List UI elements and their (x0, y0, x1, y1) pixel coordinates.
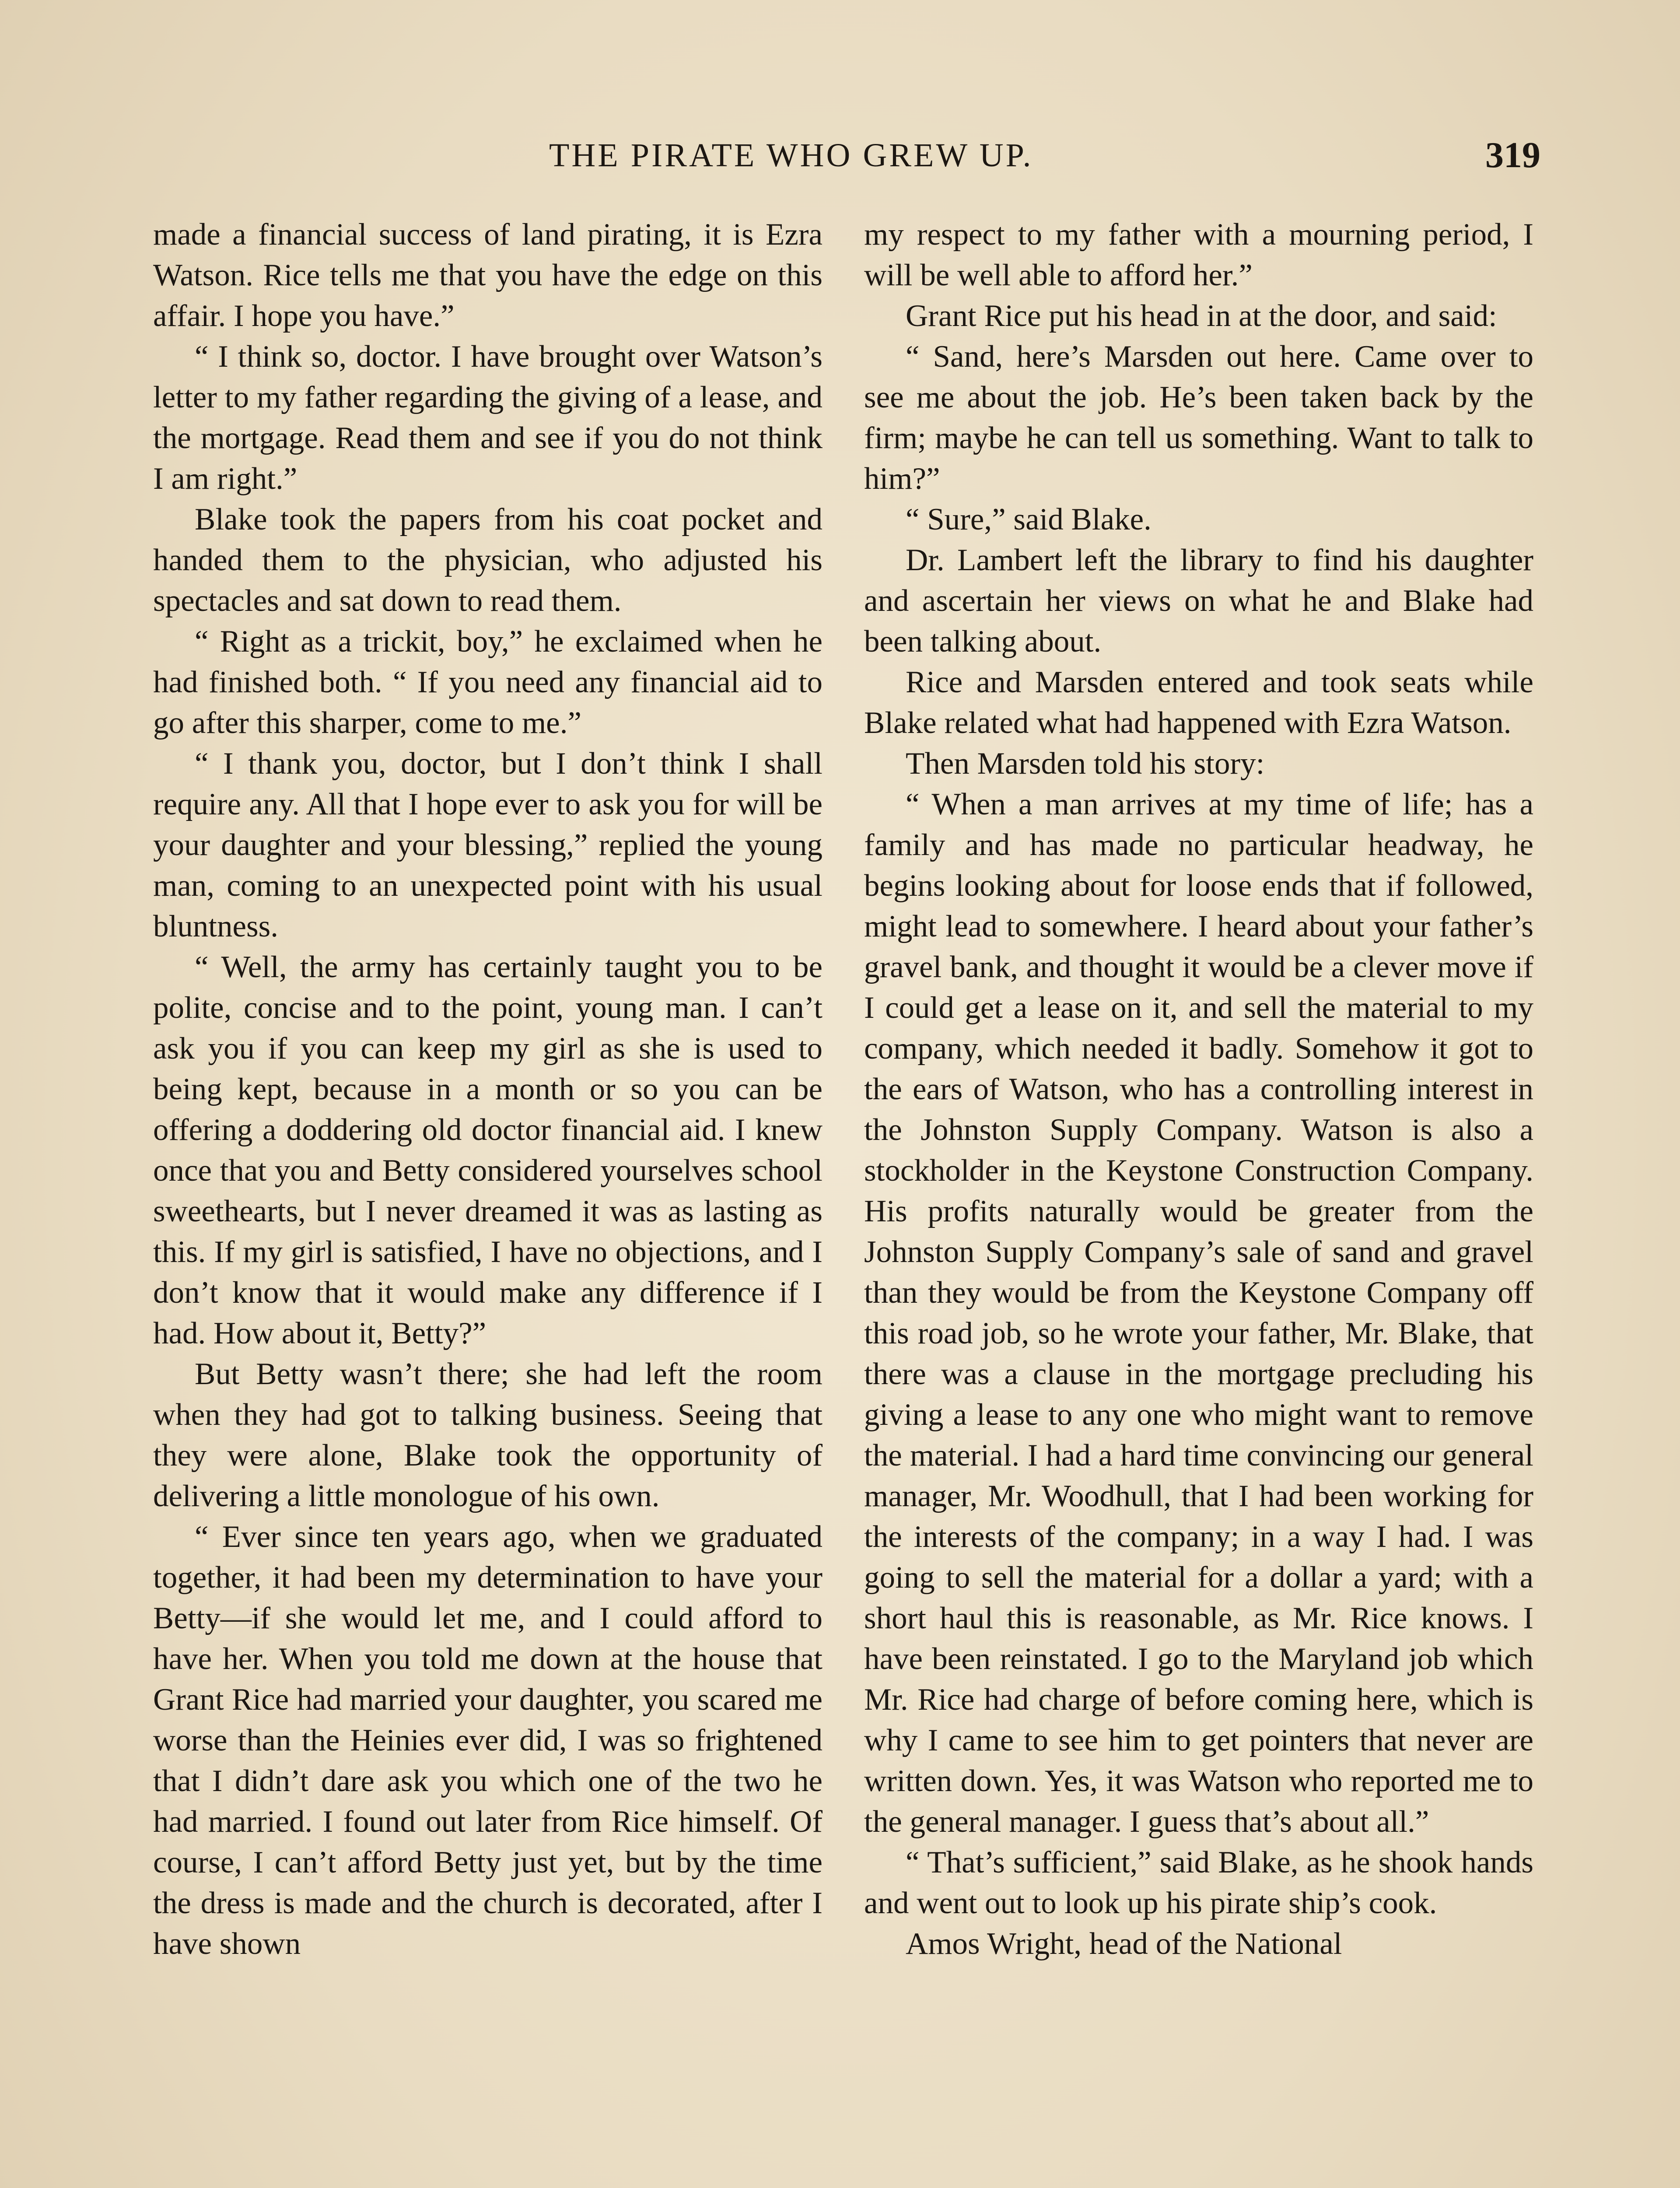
paragraph: Grant Rice put his head in at the door, and said: (906, 299, 1497, 333)
paragraph: “ I thank you, doctor, but I don’t think I shall require any. All that I hope ever to ask you for will be your daughter and your blessing,” replied the young man, coming to an unexpected point with his usual bluntness. (153, 747, 822, 943)
paragraph: Dr. Lambert left the library to find his daughter and ascertain her views on what he and Blake had been talking about. (864, 543, 1533, 659)
paragraph: my respect to my father with a mourning period, I will be well able to afford her.” (864, 217, 1533, 292)
page-header (0, 131, 1680, 179)
right-column (864, 214, 1533, 1964)
paragraph: made a financial success of land pirating, it is Ezra Watson. Rice tells me that you have the edge on this affair. I hope you have.” (153, 217, 822, 333)
paragraph: Rice and Marsden entered and took seats while Blake related what had happened with Ezra Watson. (864, 665, 1533, 740)
paragraph: “ Ever since ten years ago, when we graduated together, it had been my determination to have your Betty—if she would let me, and I could afford to have her. When you told me down at the house that Grant Rice had married your daughter, you scared me worse than the Heinies ever did, I was so frightened that I didn’t dare ask you which one of the two he had married. I found out later from Rice himself. Of course, I can’t afford Betty just yet, but by the time the dress is made and the church is decorated, after I have shown (153, 1520, 822, 1961)
paragraph: Amos Wright, head of the National (906, 1927, 1342, 1961)
page-number: 319 (1485, 135, 1540, 175)
paragraph: “ I think so, doctor. I have brought over Watson’s letter to my father regarding the giving of a lease, and the mortgage. Read them and see if you do not think I am right.” (153, 340, 822, 496)
paragraph: “ Right as a trickit, boy,” he exclaimed when he had finished both. “ If you need any financial aid to go after this sharper, come to me.” (153, 624, 822, 740)
paragraph: But Betty wasn’t there; she had left the room when they had got to talking business. Seeing that they were alone, Blake took the opportunity of delivering a little monologue of his own. (153, 1357, 822, 1513)
left-column (153, 214, 822, 1964)
paragraph: “ Sand, here’s Marsden out here. Came over to see me about the job. He’s been taken back by the firm; maybe he can tell us something. Want to talk to him?” (864, 340, 1533, 496)
paragraph: “ That’s sufficient,” said Blake, as he shook hands and went out to look up his pirate ship’s cook. (864, 1845, 1533, 1920)
paragraph: “ Sure,” said Blake. (906, 502, 1152, 536)
paragraph: Blake took the papers from his coat pocket and handed them to the physician, who adjusted his spectacles and sat down to read them. (153, 502, 822, 618)
running-title: THE PIRATE WHO GREW UP. (549, 137, 1033, 174)
paragraph: “ When a man arrives at my time of life; has a family and has made no particular headway, he begins looking about for loose ends that if followed, might lead to somewhere. I heard about your father’s gravel bank, and thought it would be a clever move if I could get a lease on it, and sell the material to my company, which needed it badly. Somehow it got to the ears of Watson, who has a controlling interest in the Johnston Supply Company. Watson is also a stockholder in the Keystone Construction Company. His profits naturally would be greater from the Johnston Supply Company’s sale of sand and gravel than they would be from the Keystone Company off this road job, so he wrote your father, Mr. Blake, that there was a clause in the mortgage precluding his giving a lease to any one who might want to remove the material. I had a hard time convincing our general manager, Mr. Woodhull, that I had been working for the interests of the company; in a way I had. I was going to sell the material for a dollar a yard; with a short haul this is reasonable, as Mr. Rice knows. I have been reinstated. I go to the Maryland job which Mr. Rice had charge of before coming here, which is why I came to see him to get pointers that never are written down. Yes, it was Watson who reported me to the general manager. I guess that’s about all.” (864, 787, 1533, 1839)
paragraph: Then Marsden told his story: (906, 747, 1265, 781)
paragraph: “ Well, the army has certainly taught you to be polite, concise and to the point, young man. I can’t ask you if you can keep my girl as she is used to being kept, because in a month or so you can be offering a doddering old doctor financial aid. I knew once that you and Betty considered yourselves school sweethearts, but I never dreamed it was as lasting as this. If my girl is satisfied, I have no objections, and I don’t know that it would make any difference if I had. How about it, Betty?” (153, 950, 822, 1350)
